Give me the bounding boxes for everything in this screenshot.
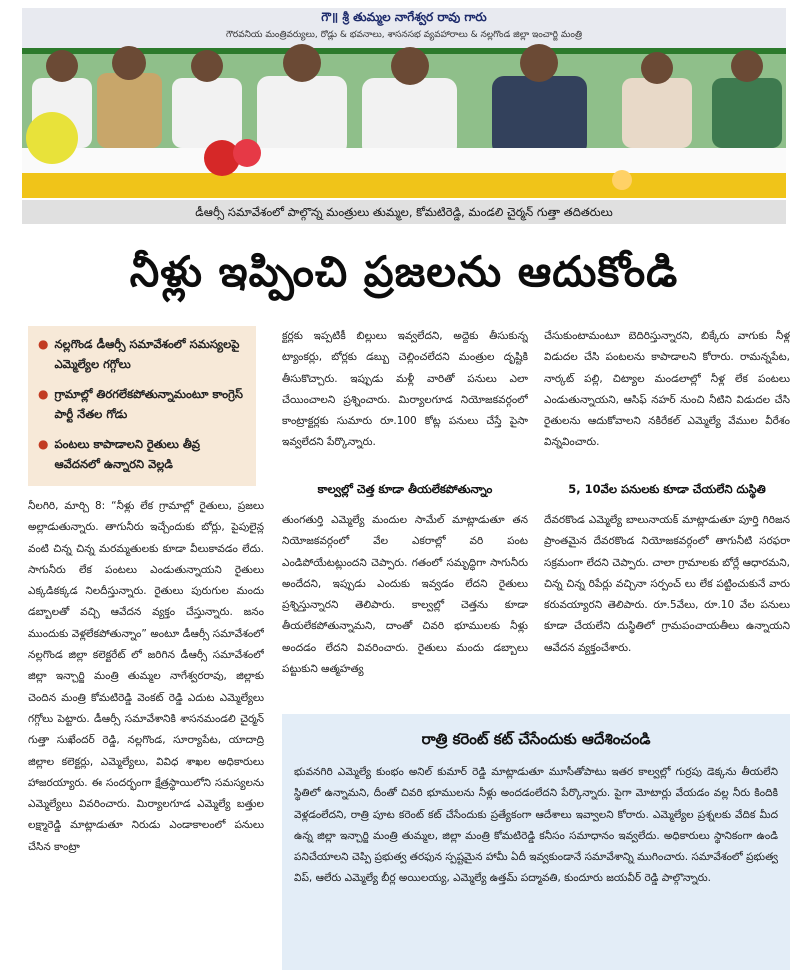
highlight-text: పంటలు కాపాడాలని రైతులు తీవ్ర ఆవేదనలో ఉన్నారని వెల్లడి [54,437,200,471]
article-paragraph: దేవరకొండ ఎమ్మెల్యే బాలునాయక్ మాట్లాడుతూ పూర్తి గిరిజన ప్రాంతమైన దేవరకొండ నియోజకవర్గంలో తాగునీటి సరఫరా సక్రమంగా లేదని చెప్పారు. చాలా గ్రామాలకు బోర్లే ఆధారమని, చిన్న చిన్న రిపేర్లు వచ్చినా సర్పంచ్ లు లేక పట్టించుకునే వారు కరువయ్యారని తెలిపారు. రూ.5వేలు, రూ.10 వేల పనులు కూడా చేయలేని దుస్థితిలో గ్రామపంచాయతీలు ఉన్నాయని ఆవేదన వ్యక్తంచేశారు. [544,514,790,654]
highlight-text: నల్లగొండ డీఆర్సీ సమావేశంలో సమస్యలపై ఎమ్మెల్యేల గగ్గోలు [54,337,240,371]
article-paragraph: నీలగిరి, మార్చి 8: “నీళ్లు లేక గ్రామాల్లో రైతులు, ప్రజలు అల్లాడుతున్నారు. తాగునీరు ఇచ్చేందుకు బోర్లు, పైపులైన్ల వంటి చిన్న చిన్న మరమ్మతులకు కూడా వీలుకావడం లేదు. సాగునీరు లేక పంటలు ఎండుతున్నాయని రైతులు ఎక్కడికక్కడ నిలదీస్తున్నారు. రైతులు పురుగుల మందు డబ్బాలతో వచ్చి ఆవేదన వ్యక్తం చేస్తున్నారు. జనం ముందుకు వెళ్లలేకపోతున్నాం” అంటూ డీఆర్సీ సమావేశంలో నల్లగొండ జిల్లా కలెక్టరేట్ లో జరిగిన డీఆర్సీ సమావేశంలో జిల్లా ఇన్చార్జి మంత్రి తుమ్మల నాగేశ్వరరావు, జిల్లాకు చెందిన మంత్రి కోమటిరెడ్డి వెంకట్ రెడ్డి ఎదుట ఎమ్మెల్యేలు గగ్గోలు పెట్టారు. డీఆర్సీ సమావేశానికి శాసనమండలి చైర్మన్ గుత్తా సుఖేందర్ రెడ్డి, నల్లగొండ, సూర్యాపేట, యాదాద్రి జిల్లాల కలెక్టర్లు, ఎమ్మెల్యేలు, వివిధ శాఖల అధికారులు హాజరయ్యారు. ఈ సందర్భంగా క్షేత్రస్థాయిలోని సమస్యలను ఎమ్మెల్యేలు వివరించారు. మిర్యాలగూడ ఎమ్మెల్యే బత్తుల లక్ష్మారెడ్డి మాట్లాడుతూ నిరుడు ఎండాకాలంలో పనులు చేసిన కాంట్రా [28,500,264,853]
highlight-item [38,434,248,474]
article-paragraph: చేసుకుంటామంటూ బెదిరిస్తున్నారని, బిక్కేరు వాగుకు నీళ్ల విడుదల చేసి పంటలను కాపాడాలని కోరారు. రామన్నపేట, నార్కట్ పల్లి, చిట్యాల మండలాల్లో నీళ్ల లేక పంటలు ఎండుతున్నాయని, ఆసిఫ్ నహర్ నుంచి నీటిని విడుదల చేసి రైతులను ఆదుకోవాలని నకిరేకల్ ఎమ్మెల్యే వేముల వీరేశం విన్నవించారు. [544,330,790,449]
bullet-icon: ● [38,337,49,351]
highlight-item [38,384,248,424]
article-column-3-top [544,326,790,474]
subheading-works: 5, 10వేల పనులకు కూడా చేయలేని దుస్థితి [568,482,766,496]
news-photo [22,8,786,198]
headline: నీళ్లు ఇప్పించి ప్రజలను ఆదుకోండి [129,247,679,296]
highlight-item [38,334,248,374]
banner-title: గౌ॥ శ్రీ తుమ్మల నాగేశ్వర రావు గారు [321,10,487,24]
article-column-2-bottom [282,510,528,706]
power-cut-box [282,714,790,970]
article-paragraph: తుంగతుర్తి ఎమ్మెల్యే మందుల సామేల్ మాట్లాడుతూ తన నియోజకవర్గంలో వేల ఎకరాల్లో వరి పంట ఎండిపోయేటట్లుందని చెప్పారు. గతంలో సమృద్ధిగా సాగునీరు అందేదని, ఇప్పుడు ఎందుకు ఇవ్వడం లేదని రైతులు ప్రశ్నిస్తున్నారని తెలిపారు. కాల్వల్లో చెత్తను కూడా తీయలేకపోతున్నామని, దాంతో చివరి భూములకు నీళ్లు అందడం లేదని వివరించారు. రైతులు మందు డబ్బాలు పట్టుకుని ఆత్మహత్య [282,514,528,676]
article-column-1 [28,496,264,970]
highlights-box [28,326,256,486]
box-title: రాత్రి కరెంట్ కట్ చేసేందుకు ఆదేశించండి [421,730,651,748]
box-body: భువనగిరి ఎమ్మెల్యే కుంభం అనిల్ కుమార్ రెడ్డి మాట్లాడుతూ మూసీతోపాటు ఇతర కాల్వల్లో గుర్రపు డెక్కను తీయలేని స్థితిలో ఉన్నామని, దీంతో చివరి భూములను నీళ్లు అందడంలేదని పేర్కొన్నారు. పైగా మోటార్లు వేయడం వల్ల నీరు కిందికి వెళ్లడంలేదని, రాత్రి పూట కరెంట్ కట్ చేసేందుకు ప్రత్యేకంగా ఆదేశాలు ఇవ్వాలని కోరారు. ఎమ్మెల్యేల ప్రశ్నలకు వేదిక మీద ఉన్న జిల్లా ఇన్చార్జి మంత్రి తుమ్మల, జిల్లా మంత్రి కోమటిరెడ్డి కనీసం సమాధానం ఇవ్వలేదు. అధికారులు స్థానికంగా ఉండి పనిచేయాలని చెప్పి ప్రభుత్వ తరఫున స్పష్టమైన హామీ ఏదీ ఇవ్వకుండానే సమావేశాన్ని ముగించారు. సమావేశంలో ప్రభుత్వ విప్, ఆలేరు ఎమ్మెల్యే బీర్ల అయిలయ్య, ఎమ్మెల్యే ఉత్తమ్ పద్మావతి, కుందూరు జయవీర్ రెడ్డి పాల్గొన్నారు. [294,766,778,885]
article-column-2-top [282,326,528,474]
subheading-canals: కాల్వల్లో చెత్త కూడా తీయలేకపోతున్నాం [317,482,493,496]
article-paragraph: క్టర్లకు ఇప్పటికీ బిల్లులు ఇవ్వలేదని, అద్దెకు తీసుకున్న ట్యాంకర్లు, బోర్లకు డబ్బు చెల్లించలేదని మంత్రుల దృష్టికి తీసుకొచ్చారు. ఇప్పుడు మళ్లీ వారితో పనులు ఎలా చేయించాలని ప్రశ్నించారు. మిర్యాలగూడ నియోజకవర్గంలో కాంట్రాక్టర్లకు సుమారు రూ.100 కోట్ల పనులు చేస్తే పైసా ఇవ్వలేదని పేర్కొన్నారు. [282,330,528,449]
banner-subtitle: గౌరవనీయ మంత్రివర్యులు, రోడ్లు & భవనాలు, శాసనసభ వ్యవహారాలు & నల్లగొండ జిల్లా ఇంచార్జి మంత్రి [225,30,583,40]
bullet-icon: ● [38,387,49,401]
highlight-text: గ్రామాల్లో తిరగలేకపోతున్నామంటూ కాంగ్రెస్ పార్టీ నేతల గోడు [54,387,243,421]
photo-caption: డీఆర్సీ సమావేశంలో పాల్గొన్న మంత్రులు తుమ్మల, కోమటిరెడ్డి, మండలి చైర్మన్ గుత్తా తదితరులు [22,200,786,224]
bullet-icon: ● [38,437,49,451]
article-column-3-bottom [544,510,790,706]
